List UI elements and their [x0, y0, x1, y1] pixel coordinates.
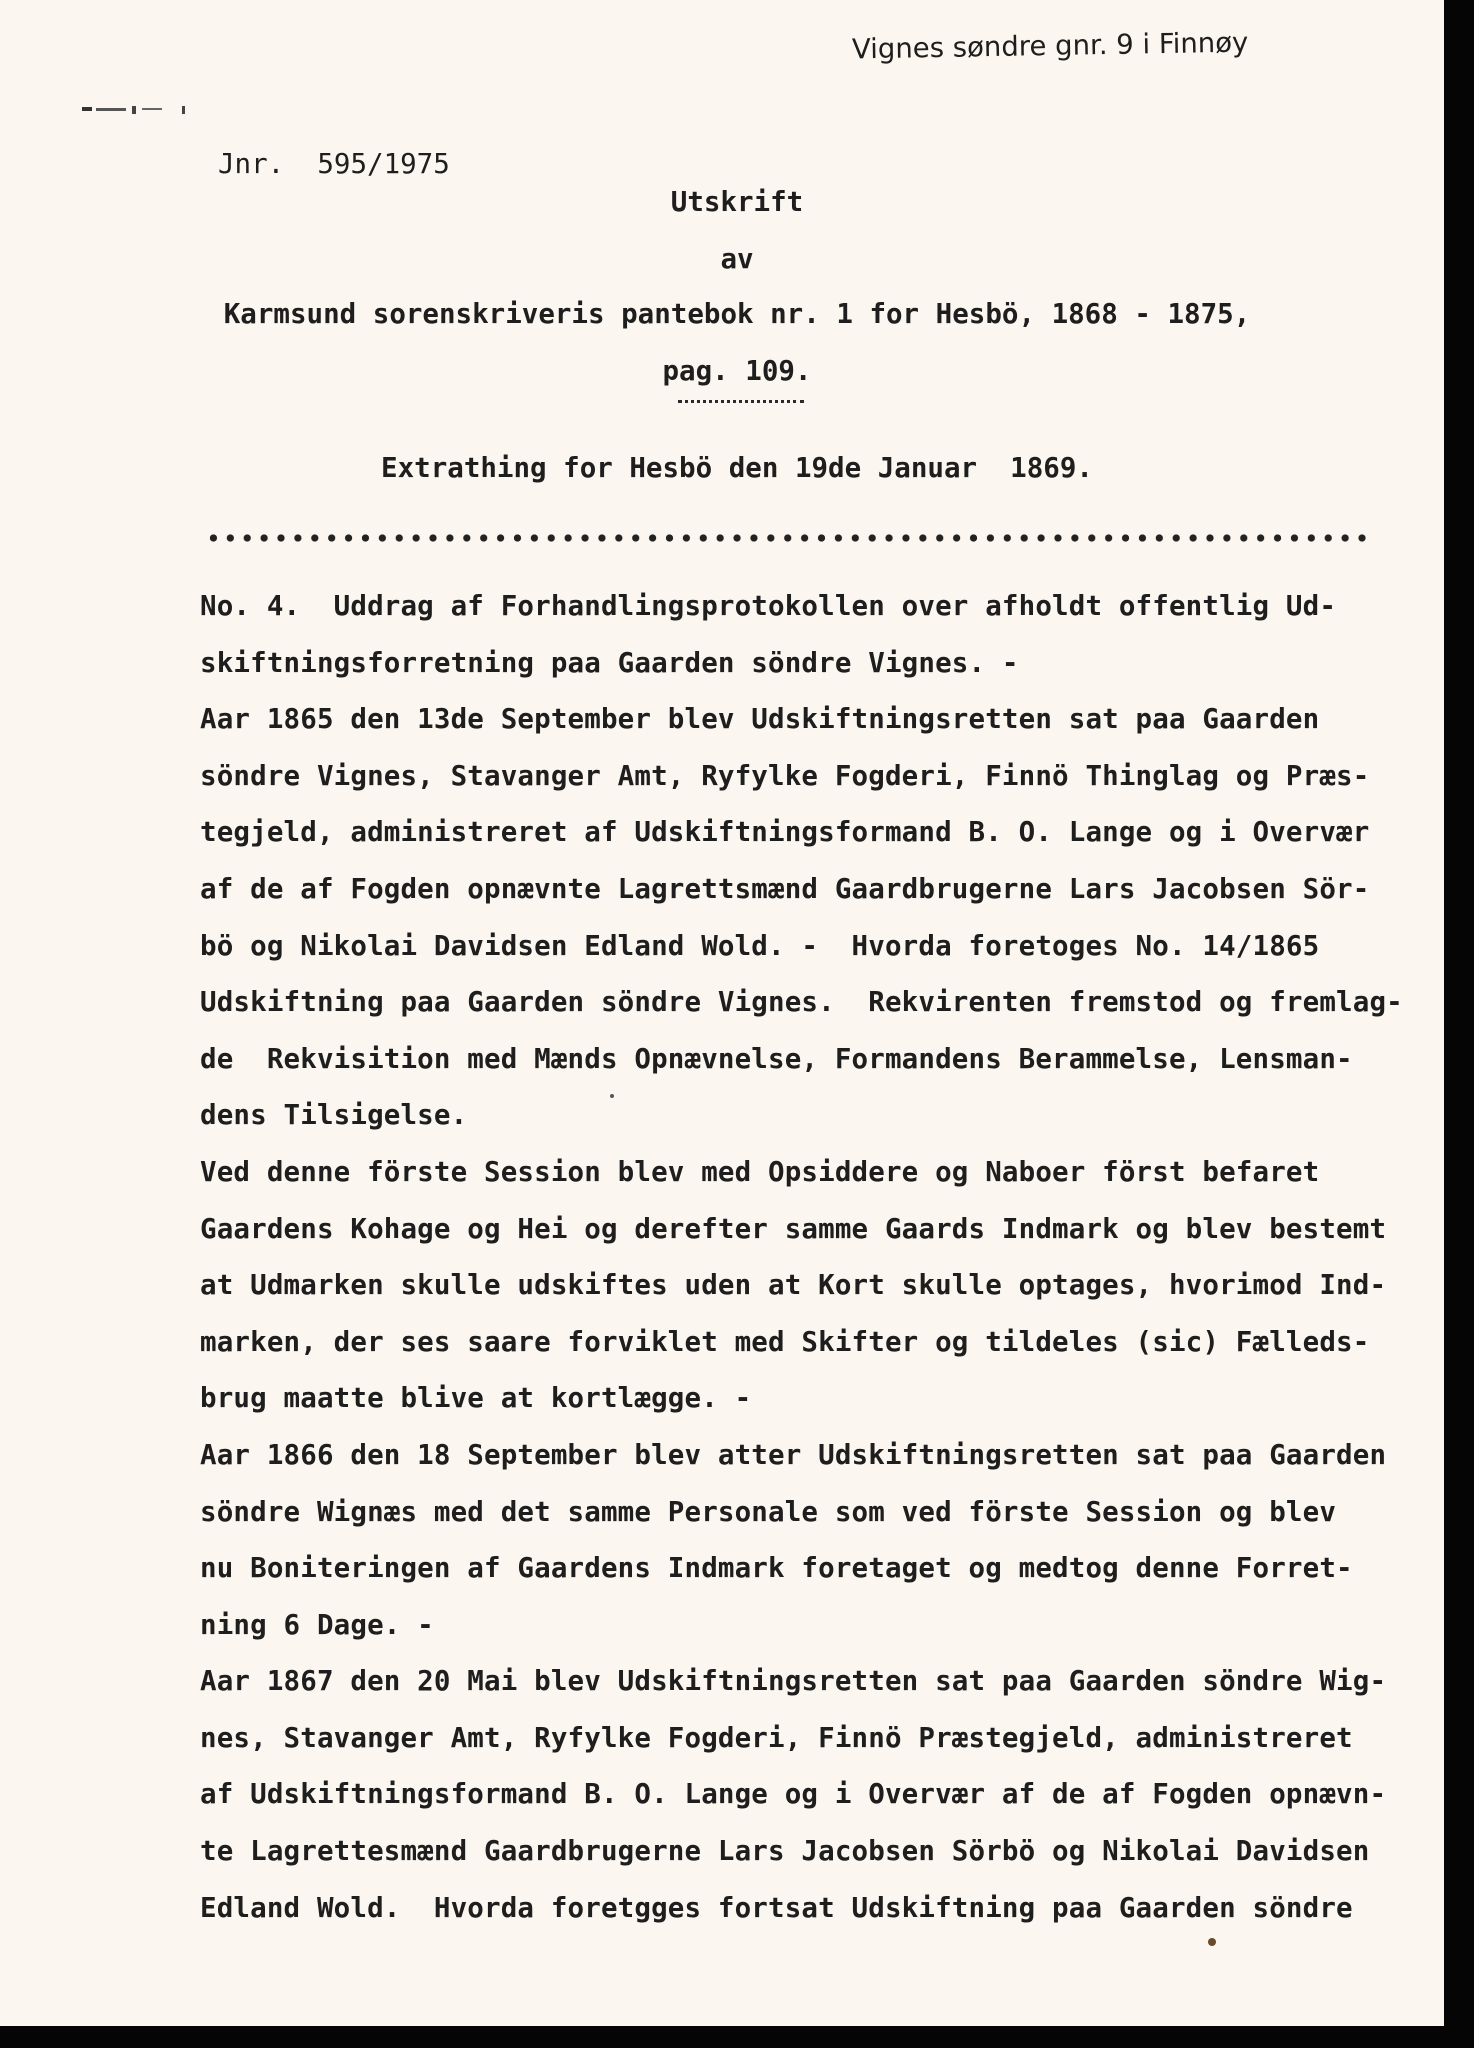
body-line: dens Tilsigelse. [200, 1099, 468, 1132]
heading-line-2: av [720, 243, 754, 275]
body-line: Aar 1865 den 13de September blev Udskiftningsretten sat paa Gaarden [200, 703, 1320, 736]
body-line: bö og Nikolai Davidsen Edland Wold. - Hvorda foretoges No. 14/1865 [200, 929, 1320, 962]
body-line: Gaardens Kohage og Hei og derefter samme Gaards Indmark og blev bestemt [200, 1212, 1387, 1245]
heading-underline [678, 400, 804, 406]
body-line: af de af Fogden opnævnte Lagrettsmænd Gaardbrugerne Lars Jacobsen Sör- [200, 872, 1370, 905]
body-line: Udskiftning paa Gaarden söndre Vignes. Rekvirenten fremstod og fremlag- [200, 986, 1403, 1019]
body-line: nu Boniteringen af Gaardens Indmark foretaget og medtog denne Forret- [200, 1552, 1353, 1585]
corner-ink-mark [82, 102, 190, 116]
body-line: de Rekvisition med Mænds Opnævnelse, Formandens Berammelse, Lensman- [200, 1042, 1353, 1075]
body-line: te Lagrettesmænd Gaardbrugerne Lars Jacobsen Sörbö og Nikolai Davidsen [200, 1835, 1370, 1868]
heading-line-3: Karmsund sorenskriveris pantebok nr. 1 for Hesbö, 1868 - 1875, [223, 298, 1251, 330]
body-line: skiftningsforretning paa Gaarden söndre Vignes. - [200, 646, 1019, 679]
heading-line-4: pag. 109. [662, 355, 812, 387]
journal-number: Jnr. 595/1975 [218, 148, 450, 180]
scan-border-right [1444, 0, 1474, 2048]
session-heading: Extrathing for Hesbö den 19de Januar 1869. [381, 452, 1093, 484]
ink-speck [1208, 1938, 1216, 1946]
body-line: af Udskiftningsformand B. O. Lange og i Overvær af de af Fogden opnævn- [200, 1778, 1387, 1811]
body-line: No. 4. Uddrag af Forhandlingsprotokollen over afholdt offentlig Ud- [200, 590, 1337, 622]
body-line: Aar 1867 den 20 Mai blev Udskiftningsretten sat paa Gaarden söndre Wig- [200, 1665, 1387, 1698]
body-line: marken, der ses saare forviklet med Skifter og tildeles (sic) Fælleds- [200, 1325, 1370, 1358]
handwritten-note: Vignes søndre gnr. 9 i Finnøy [851, 26, 1249, 66]
scan-border-bottom [0, 2026, 1474, 2048]
body-line: söndre Vignes, Stavanger Amt, Ryfylke Fogderi, Finnö Thinglag og Præs- [200, 759, 1370, 792]
body-line: söndre Wignæs med det samme Personale som ved förste Session og blev [200, 1495, 1337, 1528]
dotted-separator [205, 530, 1370, 546]
body-line: tegjeld, administreret af Udskiftningsformand B. O. Lange og i Overvær [200, 816, 1370, 849]
ink-speck [610, 1094, 614, 1098]
body-line: Ved denne förste Session blev med Opsiddere og Naboer först befaret [200, 1155, 1320, 1188]
body-line: Aar 1866 den 18 September blev atter Udskiftningsretten sat paa Gaarden [200, 1438, 1387, 1471]
body-line: at Udmarken skulle udskiftes uden at Kort skulle optages, hvorimod Ind- [200, 1269, 1387, 1302]
heading-line-1: Utskrift [670, 186, 804, 218]
body-line: nes, Stavanger Amt, Ryfylke Fogderi, Finnö Præstegjeld, administreret [200, 1721, 1353, 1754]
body-text [200, 578, 1420, 1936]
body-line: ning 6 Dage. - [200, 1608, 434, 1641]
body-line: Edland Wold. Hvorda foretgges fortsat Udskiftning paa Gaarden söndre [200, 1891, 1353, 1924]
body-line: brug maatte blive at kortlægge. - [200, 1382, 752, 1415]
